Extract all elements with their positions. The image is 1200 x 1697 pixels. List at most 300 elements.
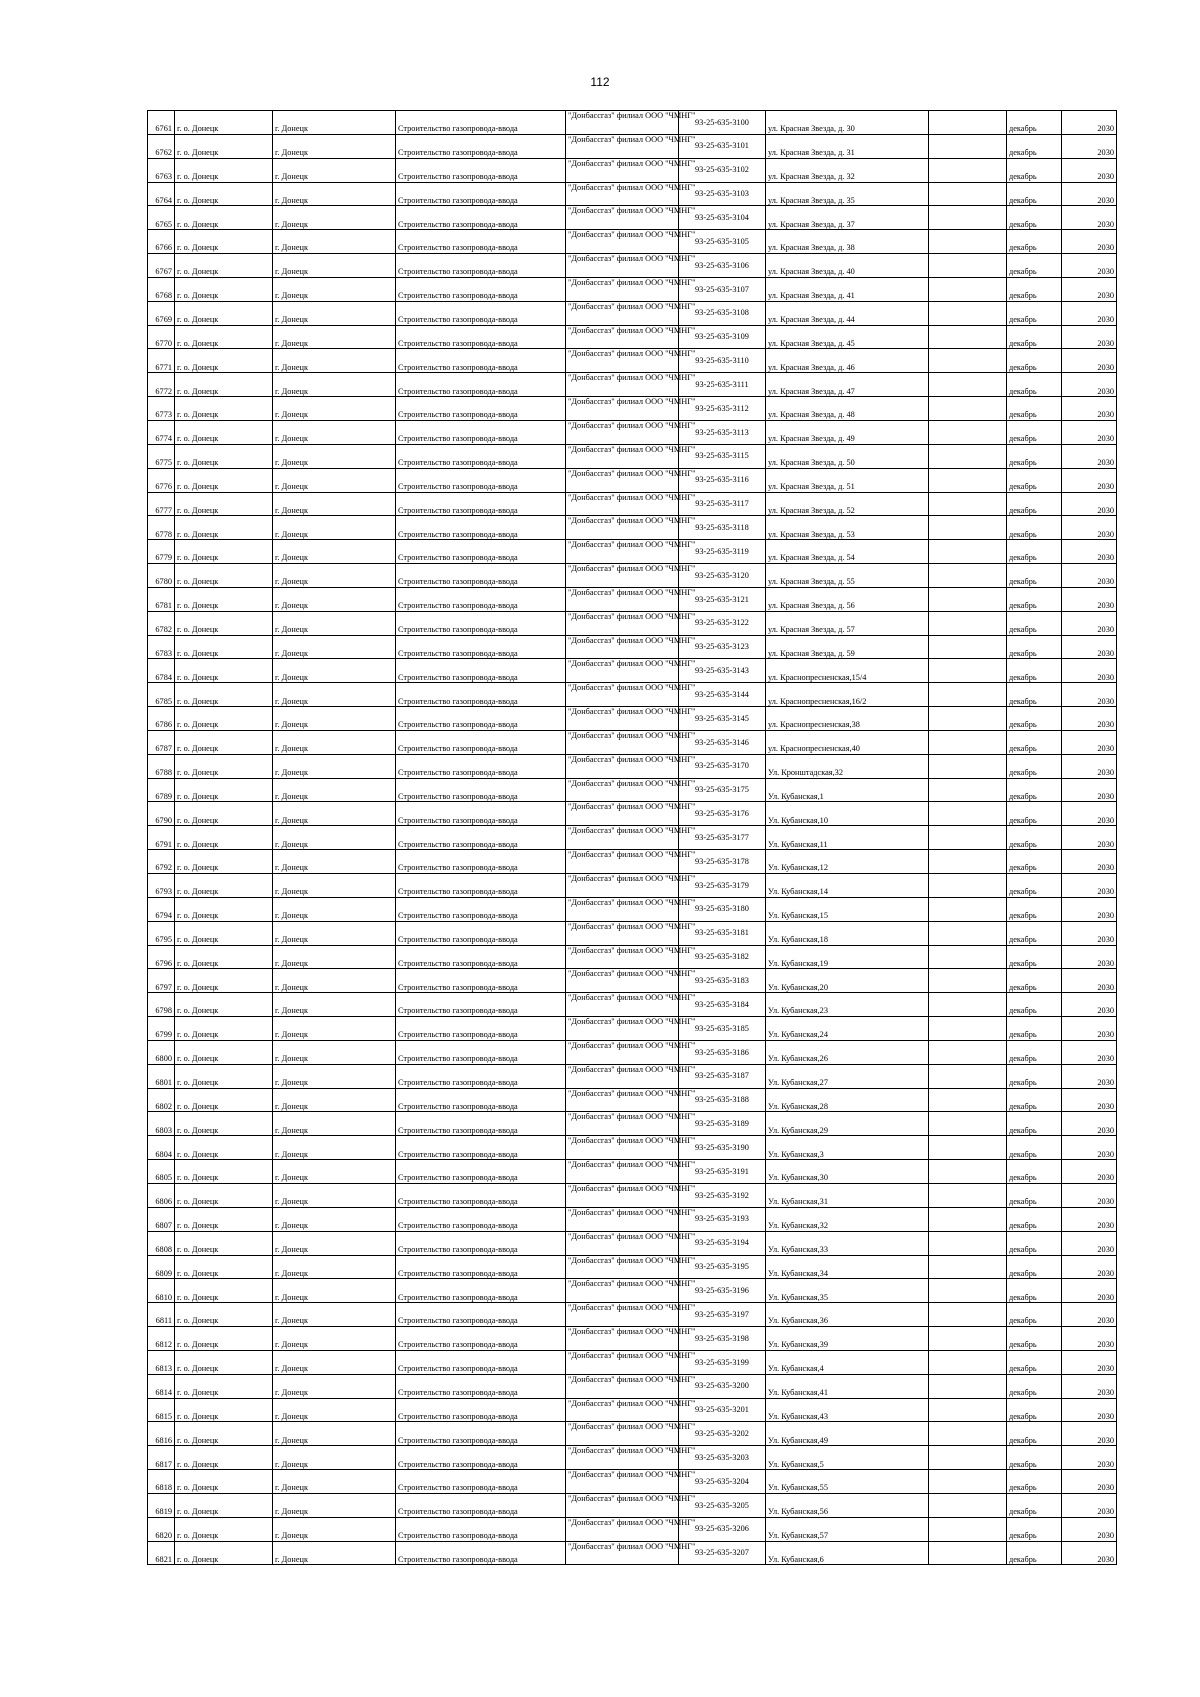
work-type-cell: Строительство газопровода-ввода xyxy=(396,1136,566,1160)
organization-cell: "Донбассгаз" филиал ООО "ЧМНГ" xyxy=(566,1303,679,1327)
work-type-cell: Строительство газопровода-ввода xyxy=(396,564,566,588)
address-cell: Ул. Кубанская,34 xyxy=(766,1255,929,1279)
city-cell: г. Донецк xyxy=(273,850,396,874)
work-type-cell: Строительство газопровода-ввода xyxy=(396,1350,566,1374)
municipality-cell: г. о. Донецк xyxy=(175,349,273,373)
note-cell xyxy=(929,945,1007,969)
municipality-cell: г. о. Донецк xyxy=(175,158,273,182)
month-cell: декабрь xyxy=(1007,111,1062,135)
city-cell: г. Донецк xyxy=(273,802,396,826)
row-number: 6788 xyxy=(148,754,175,778)
object-code-cell: 93-25-635-3102 xyxy=(679,158,766,182)
city-cell: г. Донецк xyxy=(273,1303,396,1327)
row-number: 6798 xyxy=(148,993,175,1017)
year-cell: 2030 xyxy=(1062,564,1117,588)
month-cell: декабрь xyxy=(1007,1446,1062,1470)
municipality-cell: г. о. Донецк xyxy=(175,1541,273,1565)
address-cell: ул. Краснопресненская,15/4 xyxy=(766,659,929,683)
note-cell xyxy=(929,1255,1007,1279)
year-cell: 2030 xyxy=(1062,635,1117,659)
municipality-cell: г. о. Донецк xyxy=(175,1183,273,1207)
note-cell xyxy=(929,349,1007,373)
city-cell: г. Донецк xyxy=(273,826,396,850)
year-cell: 2030 xyxy=(1062,1517,1117,1541)
object-code-cell: 93-25-635-3199 xyxy=(679,1350,766,1374)
address-cell: Ул. Кубанская,49 xyxy=(766,1422,929,1446)
note-cell xyxy=(929,1350,1007,1374)
table-row xyxy=(148,397,1117,421)
work-type-cell: Строительство газопровода-ввода xyxy=(396,182,566,206)
city-cell: г. Донецк xyxy=(273,1374,396,1398)
address-cell: ул. Красная Звезда, д. 55 xyxy=(766,564,929,588)
address-cell: ул. Красная Звезда, д. 49 xyxy=(766,420,929,444)
row-number: 6819 xyxy=(148,1493,175,1517)
organization-cell: "Донбассгаз" филиал ООО "ЧМНГ" xyxy=(566,444,679,468)
note-cell xyxy=(929,206,1007,230)
object-code-cell: 93-25-635-3143 xyxy=(679,659,766,683)
object-code-cell: 93-25-635-3144 xyxy=(679,683,766,707)
table-row xyxy=(148,277,1117,301)
address-cell: ул. Краснопресненская,16/2 xyxy=(766,683,929,707)
work-type-cell: Строительство газопровода-ввода xyxy=(396,1064,566,1088)
municipality-cell: г. о. Донецк xyxy=(175,778,273,802)
note-cell xyxy=(929,158,1007,182)
object-code-cell: 93-25-635-3178 xyxy=(679,850,766,874)
year-cell: 2030 xyxy=(1062,373,1117,397)
row-number: 6767 xyxy=(148,254,175,278)
work-type-cell: Строительство газопровода-ввода xyxy=(396,1207,566,1231)
year-cell: 2030 xyxy=(1062,683,1117,707)
row-number: 6808 xyxy=(148,1231,175,1255)
work-type-cell: Строительство газопровода-ввода xyxy=(396,921,566,945)
work-type-cell: Строительство газопровода-ввода xyxy=(396,1374,566,1398)
object-code-cell: 93-25-635-3117 xyxy=(679,492,766,516)
city-cell: г. Донецк xyxy=(273,1207,396,1231)
note-cell xyxy=(929,1422,1007,1446)
work-type-cell: Строительство газопровода-ввода xyxy=(396,993,566,1017)
municipality-cell: г. о. Донецк xyxy=(175,754,273,778)
note-cell xyxy=(929,921,1007,945)
row-number: 6763 xyxy=(148,158,175,182)
city-cell: г. Донецк xyxy=(273,683,396,707)
row-number: 6786 xyxy=(148,707,175,731)
city-cell: г. Донецк xyxy=(273,730,396,754)
work-type-cell: Строительство газопровода-ввода xyxy=(396,730,566,754)
year-cell: 2030 xyxy=(1062,921,1117,945)
work-type-cell: Строительство газопровода-ввода xyxy=(396,611,566,635)
registry-table xyxy=(147,110,1117,1565)
organization-cell: "Донбассгаз" филиал ООО "ЧМНГ" xyxy=(566,111,679,135)
row-number: 6770 xyxy=(148,325,175,349)
municipality-cell: г. о. Донецк xyxy=(175,1088,273,1112)
object-code-cell: 93-25-635-3198 xyxy=(679,1327,766,1351)
object-code-cell: 93-25-635-3101 xyxy=(679,134,766,158)
city-cell: г. Донецк xyxy=(273,540,396,564)
organization-cell: "Донбассгаз" филиал ООО "ЧМНГ" xyxy=(566,182,679,206)
work-type-cell: Строительство газопровода-ввода xyxy=(396,778,566,802)
month-cell: декабрь xyxy=(1007,1136,1062,1160)
month-cell: декабрь xyxy=(1007,1279,1062,1303)
address-cell: ул. Красная Звезда, д. 57 xyxy=(766,611,929,635)
address-cell: ул. Краснопресненская,40 xyxy=(766,730,929,754)
object-code-cell: 93-25-635-3200 xyxy=(679,1374,766,1398)
address-cell: Ул. Кубанская,19 xyxy=(766,945,929,969)
municipality-cell: г. о. Донецк xyxy=(175,516,273,540)
city-cell: г. Донецк xyxy=(273,969,396,993)
address-cell: ул. Красная Звезда, д. 46 xyxy=(766,349,929,373)
month-cell: декабрь xyxy=(1007,492,1062,516)
row-number: 6806 xyxy=(148,1183,175,1207)
month-cell: декабрь xyxy=(1007,1160,1062,1184)
work-type-cell: Строительство газопровода-ввода xyxy=(396,635,566,659)
municipality-cell: г. о. Донецк xyxy=(175,921,273,945)
address-cell: Ул. Кубанская,57 xyxy=(766,1517,929,1541)
city-cell: г. Донецк xyxy=(273,206,396,230)
work-type-cell: Строительство газопровода-ввода xyxy=(396,897,566,921)
row-number: 6792 xyxy=(148,850,175,874)
table-row xyxy=(148,945,1117,969)
city-cell: г. Донецк xyxy=(273,1422,396,1446)
row-number: 6796 xyxy=(148,945,175,969)
work-type-cell: Строительство газопровода-ввода xyxy=(396,826,566,850)
address-cell: ул. Красная Звезда, д. 32 xyxy=(766,158,929,182)
address-cell: Ул. Кубанская,28 xyxy=(766,1088,929,1112)
year-cell: 2030 xyxy=(1062,134,1117,158)
municipality-cell: г. о. Донецк xyxy=(175,134,273,158)
row-number: 6812 xyxy=(148,1327,175,1351)
organization-cell: "Донбассгаз" филиал ООО "ЧМНГ" xyxy=(566,1541,679,1565)
table-row xyxy=(148,1374,1117,1398)
address-cell: Ул. Кубанская,26 xyxy=(766,1040,929,1064)
work-type-cell: Строительство газопровода-ввода xyxy=(396,1541,566,1565)
table-row xyxy=(148,683,1117,707)
work-type-cell: Строительство газопровода-ввода xyxy=(396,945,566,969)
address-cell: ул. Красная Звезда, д. 59 xyxy=(766,635,929,659)
month-cell: декабрь xyxy=(1007,730,1062,754)
municipality-cell: г. о. Донецк xyxy=(175,182,273,206)
table-row xyxy=(148,993,1117,1017)
organization-cell: "Донбассгаз" филиал ООО "ЧМНГ" xyxy=(566,158,679,182)
city-cell: г. Донецк xyxy=(273,611,396,635)
row-number: 6818 xyxy=(148,1470,175,1494)
month-cell: декабрь xyxy=(1007,1493,1062,1517)
city-cell: г. Донецк xyxy=(273,1255,396,1279)
address-cell: Ул. Кубанская,35 xyxy=(766,1279,929,1303)
row-number: 6775 xyxy=(148,444,175,468)
year-cell: 2030 xyxy=(1062,1422,1117,1446)
table-row xyxy=(148,921,1117,945)
row-number: 6797 xyxy=(148,969,175,993)
work-type-cell: Строительство газопровода-ввода xyxy=(396,325,566,349)
year-cell: 2030 xyxy=(1062,206,1117,230)
organization-cell: "Донбассгаз" филиал ООО "ЧМНГ" xyxy=(566,1255,679,1279)
note-cell xyxy=(929,1279,1007,1303)
object-code-cell: 93-25-635-3203 xyxy=(679,1446,766,1470)
row-number: 6821 xyxy=(148,1541,175,1565)
object-code-cell: 93-25-635-3202 xyxy=(679,1422,766,1446)
city-cell: г. Донецк xyxy=(273,1231,396,1255)
object-code-cell: 93-25-635-3182 xyxy=(679,945,766,969)
organization-cell: "Донбассгаз" филиал ООО "ЧМНГ" xyxy=(566,1446,679,1470)
table-row xyxy=(148,1136,1117,1160)
organization-cell: "Донбассгаз" филиал ООО "ЧМНГ" xyxy=(566,1398,679,1422)
city-cell: г. Донецк xyxy=(273,1279,396,1303)
month-cell: декабрь xyxy=(1007,1517,1062,1541)
table-row xyxy=(148,468,1117,492)
municipality-cell: г. о. Донецк xyxy=(175,1350,273,1374)
municipality-cell: г. о. Донецк xyxy=(175,707,273,731)
note-cell xyxy=(929,1112,1007,1136)
object-code-cell: 93-25-635-3118 xyxy=(679,516,766,540)
work-type-cell: Строительство газопровода-ввода xyxy=(396,444,566,468)
table-row xyxy=(148,564,1117,588)
municipality-cell: г. о. Донецк xyxy=(175,1446,273,1470)
row-number: 6807 xyxy=(148,1207,175,1231)
municipality-cell: г. о. Донецк xyxy=(175,1422,273,1446)
work-type-cell: Строительство газопровода-ввода xyxy=(396,111,566,135)
work-type-cell: Строительство газопровода-ввода xyxy=(396,754,566,778)
table-row xyxy=(148,1327,1117,1351)
work-type-cell: Строительство газопровода-ввода xyxy=(396,1088,566,1112)
organization-cell: "Донбассгаз" филиал ООО "ЧМНГ" xyxy=(566,564,679,588)
municipality-cell: г. о. Донецк xyxy=(175,373,273,397)
address-cell: ул. Красная Звезда, д. 50 xyxy=(766,444,929,468)
month-cell: декабрь xyxy=(1007,921,1062,945)
month-cell: декабрь xyxy=(1007,1040,1062,1064)
object-code-cell: 93-25-635-3187 xyxy=(679,1064,766,1088)
row-number: 6765 xyxy=(148,206,175,230)
work-type-cell: Строительство газопровода-ввода xyxy=(396,1183,566,1207)
year-cell: 2030 xyxy=(1062,1350,1117,1374)
year-cell: 2030 xyxy=(1062,492,1117,516)
note-cell xyxy=(929,635,1007,659)
organization-cell: "Донбассгаз" филиал ООО "ЧМНГ" xyxy=(566,874,679,898)
note-cell xyxy=(929,826,1007,850)
row-number: 6810 xyxy=(148,1279,175,1303)
address-cell: ул. Красная Звезда, д. 31 xyxy=(766,134,929,158)
year-cell: 2030 xyxy=(1062,850,1117,874)
year-cell: 2030 xyxy=(1062,1231,1117,1255)
work-type-cell: Строительство газопровода-ввода xyxy=(396,468,566,492)
month-cell: декабрь xyxy=(1007,1303,1062,1327)
municipality-cell: г. о. Донецк xyxy=(175,397,273,421)
municipality-cell: г. о. Донецк xyxy=(175,1517,273,1541)
year-cell: 2030 xyxy=(1062,420,1117,444)
month-cell: декабрь xyxy=(1007,1422,1062,1446)
organization-cell: "Донбассгаз" филиал ООО "ЧМНГ" xyxy=(566,587,679,611)
table-row xyxy=(148,1470,1117,1494)
year-cell: 2030 xyxy=(1062,1446,1117,1470)
note-cell xyxy=(929,1088,1007,1112)
work-type-cell: Строительство газопровода-ввода xyxy=(396,1255,566,1279)
address-cell: Ул. Кубанская,15 xyxy=(766,897,929,921)
year-cell: 2030 xyxy=(1062,1112,1117,1136)
object-code-cell: 93-25-635-3201 xyxy=(679,1398,766,1422)
organization-cell: "Донбассгаз" филиал ООО "ЧМНГ" xyxy=(566,1279,679,1303)
month-cell: декабрь xyxy=(1007,349,1062,373)
year-cell: 2030 xyxy=(1062,277,1117,301)
row-number: 6768 xyxy=(148,277,175,301)
table-row xyxy=(148,158,1117,182)
page-number: 112 xyxy=(590,75,610,89)
organization-cell: "Донбассгаз" филиал ООО "ЧМНГ" xyxy=(566,993,679,1017)
address-cell: Ул. Кубанская,33 xyxy=(766,1231,929,1255)
row-number: 6761 xyxy=(148,111,175,135)
table-row xyxy=(148,897,1117,921)
year-cell: 2030 xyxy=(1062,1374,1117,1398)
city-cell: г. Донецк xyxy=(273,492,396,516)
city-cell: г. Донецк xyxy=(273,1327,396,1351)
month-cell: декабрь xyxy=(1007,1183,1062,1207)
work-type-cell: Строительство газопровода-ввода xyxy=(396,1160,566,1184)
city-cell: г. Донецк xyxy=(273,230,396,254)
note-cell xyxy=(929,683,1007,707)
month-cell: декабрь xyxy=(1007,993,1062,1017)
month-cell: декабрь xyxy=(1007,1327,1062,1351)
month-cell: декабрь xyxy=(1007,1374,1062,1398)
year-cell: 2030 xyxy=(1062,468,1117,492)
table-row xyxy=(148,587,1117,611)
organization-cell: "Донбассгаз" филиал ООО "ЧМНГ" xyxy=(566,1064,679,1088)
city-cell: г. Донецк xyxy=(273,397,396,421)
month-cell: декабрь xyxy=(1007,206,1062,230)
month-cell: декабрь xyxy=(1007,397,1062,421)
month-cell: декабрь xyxy=(1007,945,1062,969)
object-code-cell: 93-25-635-3146 xyxy=(679,730,766,754)
month-cell: декабрь xyxy=(1007,1017,1062,1041)
row-number: 6783 xyxy=(148,635,175,659)
table-row xyxy=(148,1255,1117,1279)
municipality-cell: г. о. Донецк xyxy=(175,230,273,254)
address-cell: Ул. Кубанская,36 xyxy=(766,1303,929,1327)
note-cell xyxy=(929,993,1007,1017)
note-cell xyxy=(929,277,1007,301)
object-code-cell: 93-25-635-3115 xyxy=(679,444,766,468)
address-cell: ул. Красная Звезда, д. 48 xyxy=(766,397,929,421)
month-cell: декабрь xyxy=(1007,611,1062,635)
municipality-cell: г. о. Донецк xyxy=(175,1374,273,1398)
municipality-cell: г. о. Донецк xyxy=(175,111,273,135)
organization-cell: "Донбассгаз" филиал ООО "ЧМНГ" xyxy=(566,1350,679,1374)
note-cell xyxy=(929,659,1007,683)
organization-cell: "Донбассгаз" филиал ООО "ЧМНГ" xyxy=(566,349,679,373)
note-cell xyxy=(929,587,1007,611)
year-cell: 2030 xyxy=(1062,325,1117,349)
row-number: 6814 xyxy=(148,1374,175,1398)
object-code-cell: 93-25-635-3170 xyxy=(679,754,766,778)
note-cell xyxy=(929,969,1007,993)
municipality-cell: г. о. Донецк xyxy=(175,802,273,826)
note-cell xyxy=(929,254,1007,278)
table-row xyxy=(148,325,1117,349)
note-cell xyxy=(929,1374,1007,1398)
work-type-cell: Строительство газопровода-ввода xyxy=(396,1279,566,1303)
object-code-cell: 93-25-635-3197 xyxy=(679,1303,766,1327)
row-number: 6803 xyxy=(148,1112,175,1136)
municipality-cell: г. о. Донецк xyxy=(175,1398,273,1422)
object-code-cell: 93-25-635-3196 xyxy=(679,1279,766,1303)
month-cell: декабрь xyxy=(1007,134,1062,158)
address-cell: Ул. Кубанская,39 xyxy=(766,1327,929,1351)
year-cell: 2030 xyxy=(1062,1064,1117,1088)
month-cell: декабрь xyxy=(1007,802,1062,826)
month-cell: декабрь xyxy=(1007,874,1062,898)
row-number: 6794 xyxy=(148,897,175,921)
city-cell: г. Донецк xyxy=(273,754,396,778)
year-cell: 2030 xyxy=(1062,1470,1117,1494)
object-code-cell: 93-25-635-3113 xyxy=(679,420,766,444)
work-type-cell: Строительство газопровода-ввода xyxy=(396,516,566,540)
row-number: 6780 xyxy=(148,564,175,588)
object-code-cell: 93-25-635-3106 xyxy=(679,254,766,278)
month-cell: декабрь xyxy=(1007,1207,1062,1231)
organization-cell: "Донбассгаз" филиал ООО "ЧМНГ" xyxy=(566,683,679,707)
note-cell xyxy=(929,373,1007,397)
month-cell: декабрь xyxy=(1007,1398,1062,1422)
year-cell: 2030 xyxy=(1062,945,1117,969)
organization-cell: "Донбассгаз" филиал ООО "ЧМНГ" xyxy=(566,1040,679,1064)
note-cell xyxy=(929,1064,1007,1088)
table-row xyxy=(148,1183,1117,1207)
year-cell: 2030 xyxy=(1062,874,1117,898)
organization-cell: "Донбассгаз" филиал ООО "ЧМНГ" xyxy=(566,611,679,635)
note-cell xyxy=(929,1160,1007,1184)
note-cell xyxy=(929,778,1007,802)
municipality-cell: г. о. Донецк xyxy=(175,1136,273,1160)
note-cell xyxy=(929,730,1007,754)
work-type-cell: Строительство газопровода-ввода xyxy=(396,1327,566,1351)
note-cell xyxy=(929,182,1007,206)
table-row xyxy=(148,1303,1117,1327)
work-type-cell: Строительство газопровода-ввода xyxy=(396,1470,566,1494)
municipality-cell: г. о. Донецк xyxy=(175,969,273,993)
municipality-cell: г. о. Донецк xyxy=(175,325,273,349)
table-row xyxy=(148,826,1117,850)
object-code-cell: 93-25-635-3204 xyxy=(679,1470,766,1494)
table-row xyxy=(148,540,1117,564)
row-number: 6804 xyxy=(148,1136,175,1160)
organization-cell: "Донбассгаз" филиал ООО "ЧМНГ" xyxy=(566,1183,679,1207)
month-cell: декабрь xyxy=(1007,969,1062,993)
address-cell: Ул. Кубанская,6 xyxy=(766,1541,929,1565)
row-number: 6801 xyxy=(148,1064,175,1088)
row-number: 6789 xyxy=(148,778,175,802)
work-type-cell: Строительство газопровода-ввода xyxy=(396,134,566,158)
row-number: 6784 xyxy=(148,659,175,683)
table-row xyxy=(148,230,1117,254)
note-cell xyxy=(929,468,1007,492)
table-row xyxy=(148,492,1117,516)
table-row xyxy=(148,1160,1117,1184)
municipality-cell: г. о. Донецк xyxy=(175,1255,273,1279)
registry-body xyxy=(148,111,1117,1565)
note-cell xyxy=(929,850,1007,874)
note-cell xyxy=(929,564,1007,588)
row-number: 6769 xyxy=(148,301,175,325)
address-cell: Ул. Кубанская,24 xyxy=(766,1017,929,1041)
table-row xyxy=(148,659,1117,683)
municipality-cell: г. о. Донецк xyxy=(175,468,273,492)
city-cell: г. Донецк xyxy=(273,444,396,468)
month-cell: декабрь xyxy=(1007,1470,1062,1494)
object-code-cell: 93-25-635-3121 xyxy=(679,587,766,611)
note-cell xyxy=(929,611,1007,635)
city-cell: г. Донецк xyxy=(273,254,396,278)
city-cell: г. Донецк xyxy=(273,564,396,588)
year-cell: 2030 xyxy=(1062,1088,1117,1112)
organization-cell: "Донбассгаз" филиал ООО "ЧМНГ" xyxy=(566,969,679,993)
note-cell xyxy=(929,1040,1007,1064)
